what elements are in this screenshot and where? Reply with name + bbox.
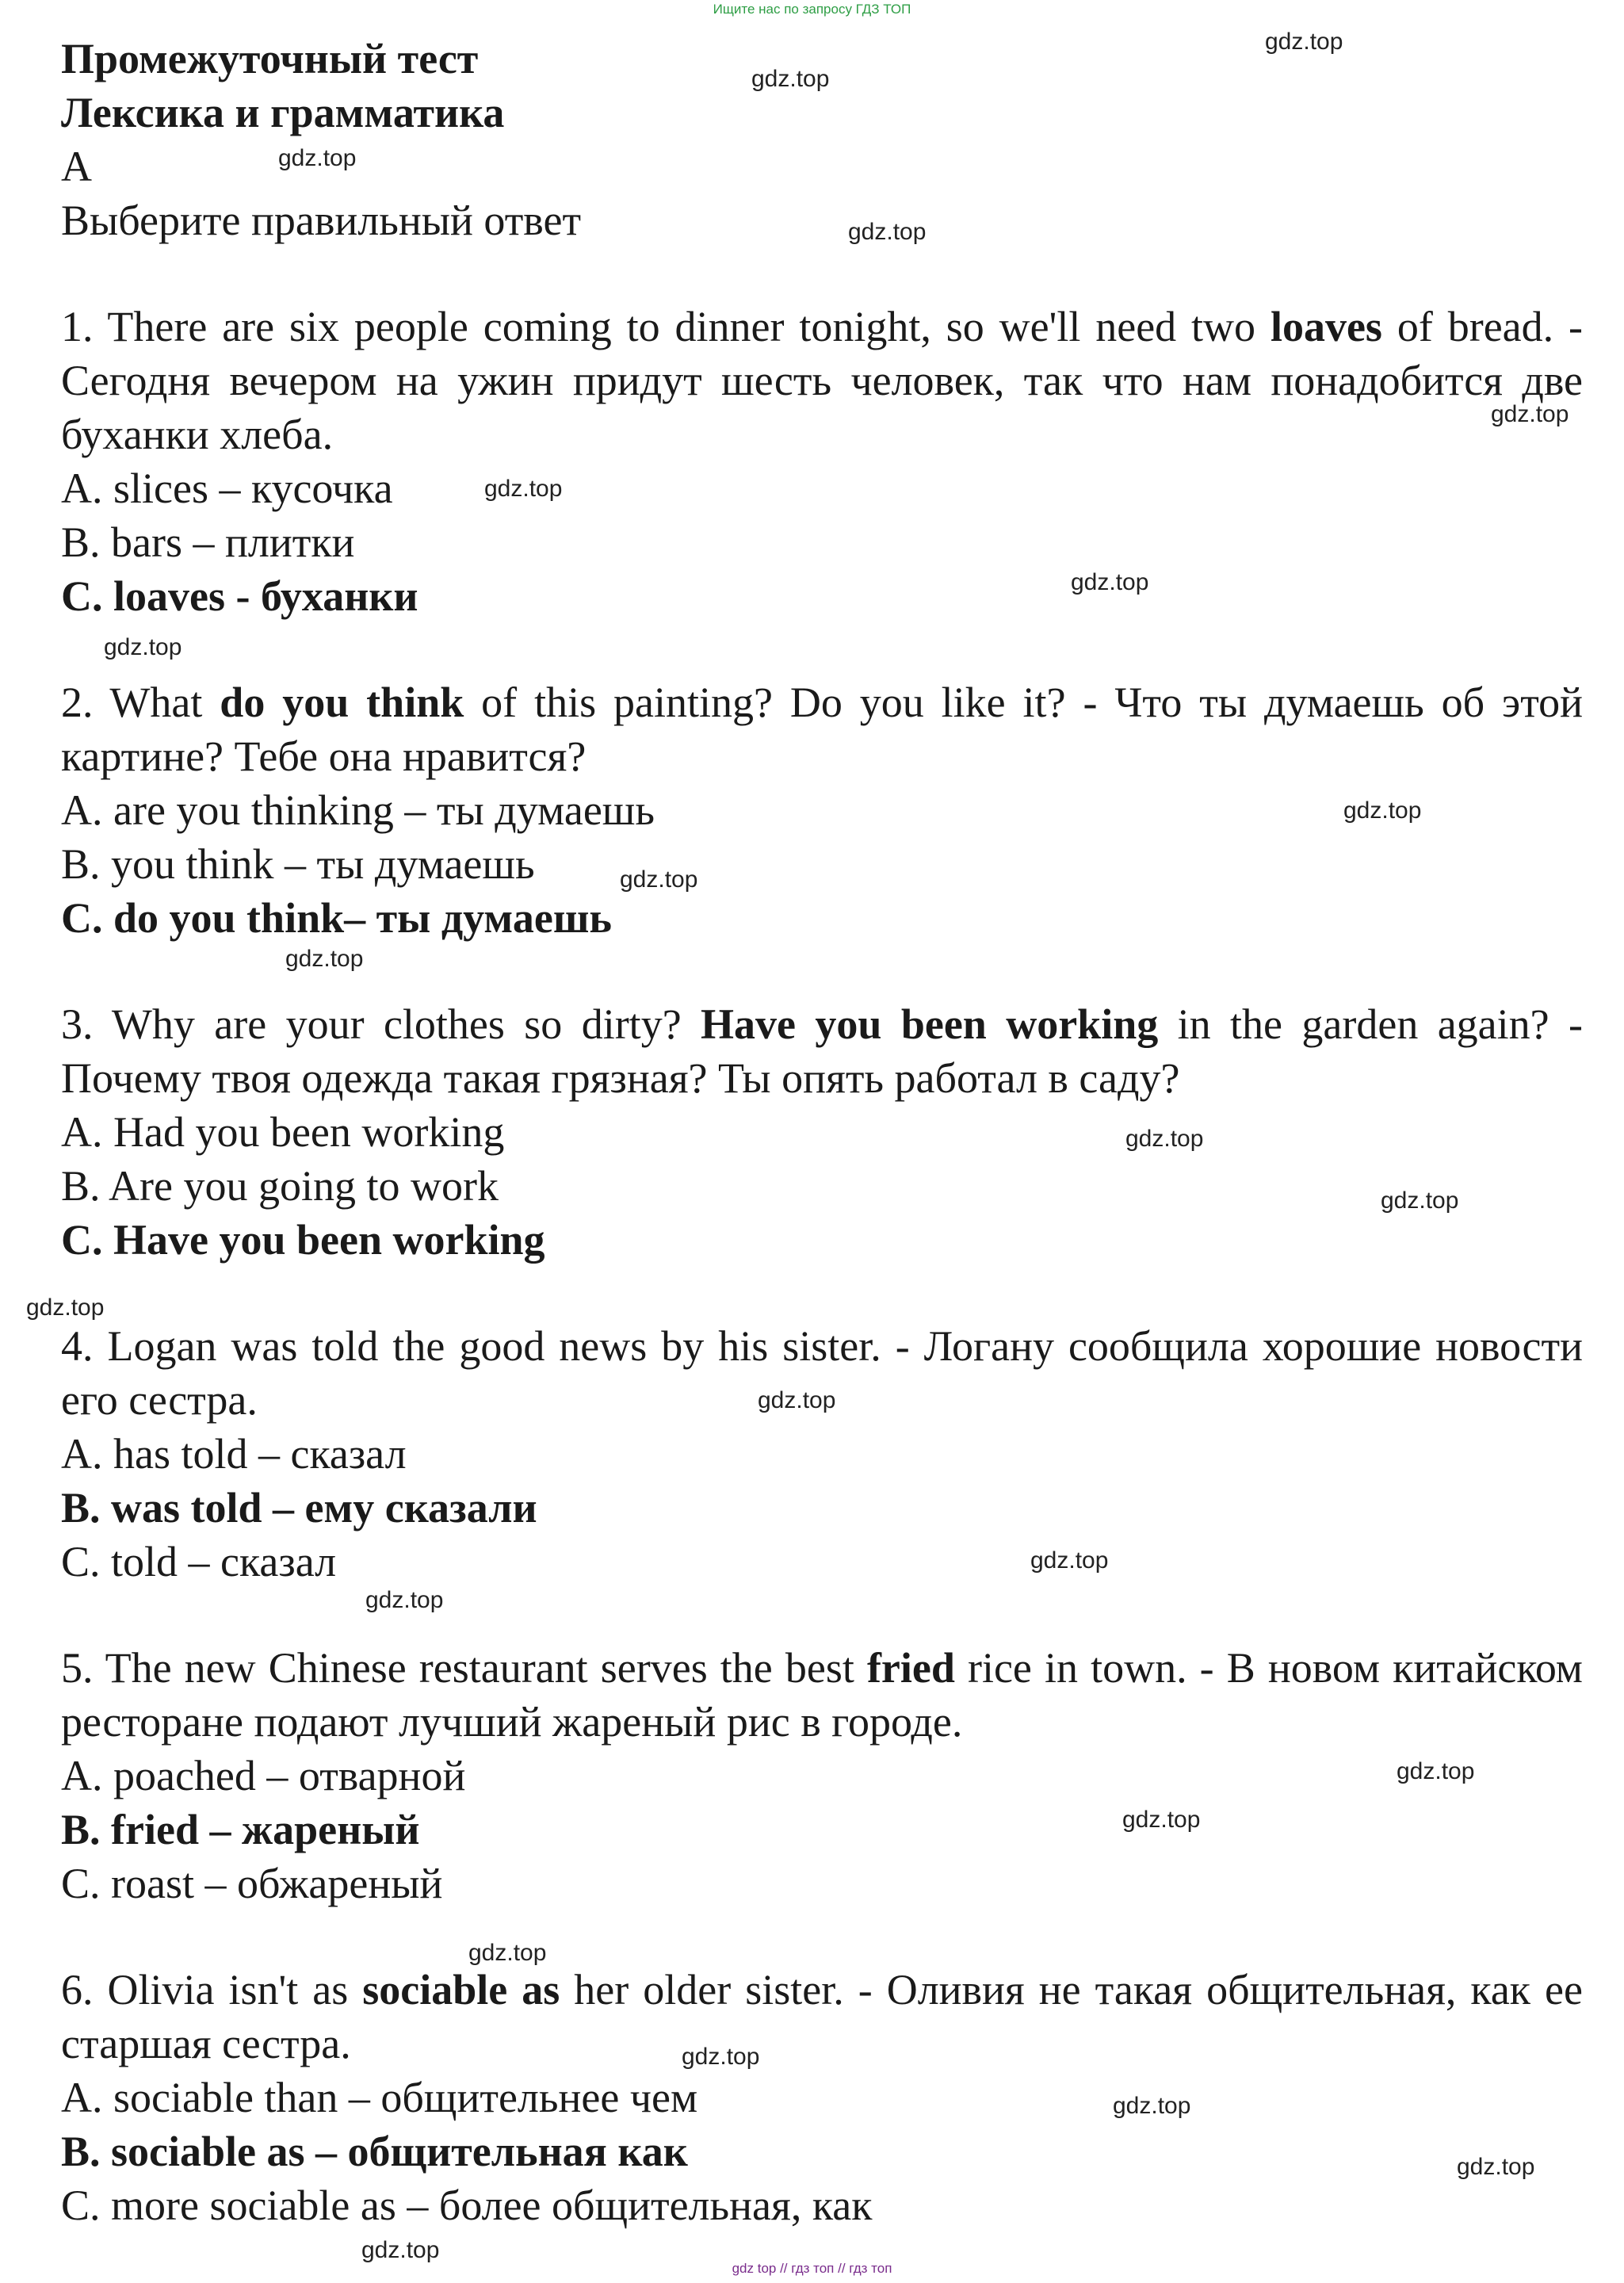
option-a: A. are you thinking – ты думаешь [61,786,655,834]
question-text: of bread. - Сегодня вечером на ужин придут шесть человек, так что нам понадобится две буханки хлеба. [61,303,1584,458]
watermark: gdz.top [751,66,830,92]
option-b-correct: B. sociable as – общительная как [61,2128,688,2175]
test-subtitle: Лексика и грамматика [61,89,505,136]
question-text: 3. Why are your clothes so dirty? [61,1000,701,1048]
watermark: gdz.top [1457,2154,1535,2180]
test-content [61,32,1583,2232]
option-c: C. told – сказал [61,1538,337,1585]
watermark: gdz.top [1030,1547,1109,1574]
question-text: of this painting? Do you like it? - Что ты думаешь об этой картине? Тебе она нравится? [61,679,1583,780]
question-text: 1. There are six people coming to dinner tonight, so we'll need two [61,303,1271,350]
question-text: in the garden again? - Почему твоя одежда такая грязная? Ты опять работал в саду? [61,1000,1583,1102]
option-a: A. has told – сказал [61,1430,407,1478]
question-keyword: sociable as [362,1966,560,2013]
top-banner: Ищите нас по запросу ГДЗ ТОП [713,2,911,17]
watermark: gdz.top [468,1940,547,1966]
question-text: 4. Logan was told the good news by his sister. - Логану сообщила хорошие новости его сестра. [61,1322,1583,1424]
watermark: gdz.top [1397,1758,1475,1784]
watermark: gdz.top [1381,1187,1459,1214]
question-text: 6. Olivia isn't as [61,1966,363,2013]
option-b: B. Are you going to work [61,1162,499,1210]
option-a: A. sociable than – общительнее чем [61,2074,698,2121]
question-6 [61,1963,1583,2071]
option-c: C. roast – обжареный [61,1860,443,1907]
watermark: gdz.top [1125,1126,1204,1152]
option-c-correct: C. Have you been working [61,1216,545,1264]
option-b: B. bars – плитки [61,518,355,566]
option-a: A. poached – отварной [61,1752,466,1799]
question-text: 5. The new Chinese restaurant serves the best [61,1644,867,1692]
option-a: A. slices – кусочка [61,465,393,512]
option-c-correct: C. loaves - буханки [61,572,418,620]
question-text: 2. What [61,679,220,726]
watermark: gdz.top [1071,569,1149,595]
question-5 [61,1641,1583,1749]
question-keyword: Have you been working [701,1000,1159,1048]
watermark: gdz.top [365,1587,444,1613]
question-keyword: loaves [1270,303,1382,350]
question-keyword: fried [866,1644,955,1692]
option-c-correct: C. do you think– ты думаешь [61,894,612,942]
option-a: A. Had you been working [61,1108,505,1156]
instruction: Выберите правильный ответ [61,197,582,244]
watermark: gdz.top [26,1294,105,1321]
watermark: gdz.top [682,2044,760,2070]
watermark: gdz.top [1113,2093,1191,2119]
watermark: gdz.top [1265,29,1343,55]
question-text: rice in town. - В новом китайском ресторане подают лучший жареный рис в городе. [61,1644,1583,1746]
watermark: gdz.top [484,476,563,502]
watermark: gdz.top [1491,401,1569,427]
watermark: gdz.top [620,866,698,893]
test-title: Промежуточный тест [61,35,479,82]
bottom-banner: gdz top // гдз топ // гдз топ [732,2261,892,2276]
watermark: gdz.top [1122,1807,1201,1833]
question-1 [61,300,1583,461]
question-2 [61,675,1583,783]
section-label: А [61,143,92,190]
watermark: gdz.top [278,145,357,171]
option-c: C. more sociable as – более общительная, как [61,2182,873,2229]
watermark: gdz.top [104,634,182,660]
watermark: gdz.top [758,1387,836,1413]
watermark: gdz.top [1343,797,1422,824]
question-text: her older sister. - Оливия не такая общительная, как ее старшая сестра. [61,1966,1583,2067]
question-3 [61,997,1583,1105]
option-b: B. you think – ты думаешь [61,840,535,888]
option-b-correct: B. fried – жареный [61,1806,420,1853]
watermark: gdz.top [285,946,364,972]
option-b-correct: B. was told – ему сказали [61,1484,537,1532]
question-keyword: do you think [220,679,464,726]
watermark: gdz.top [848,219,927,245]
watermark: gdz.top [361,2237,440,2263]
